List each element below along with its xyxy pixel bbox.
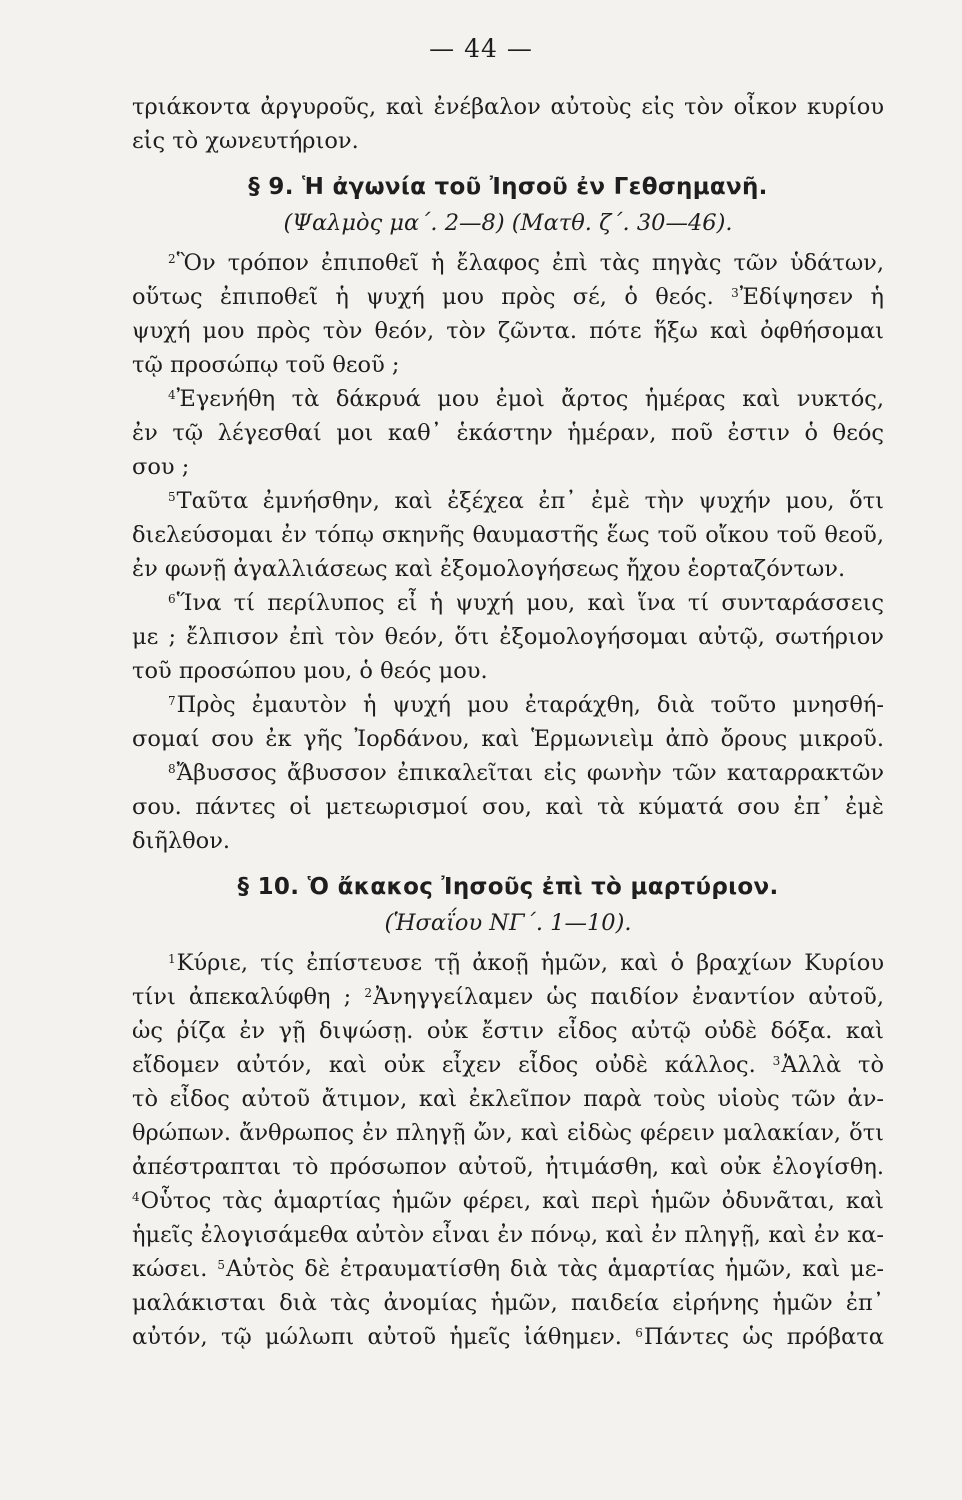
text-line: με ; ἔλπισον ἐπὶ τὸν θεόν, ὅτι ἐξομολογήσομαι αὐτῷ, σωτήριον	[132, 624, 884, 650]
text-line: $^1$Κύριε, τίς ἐπίστευσε τῇ ἀκοῇ ἡμῶν, καὶ ὁ βραχίων Κυρίου	[168, 950, 884, 976]
verse-number: 7	[168, 694, 176, 708]
text-line: αὐτόν, τῷ μώλωπι αὐτοῦ ἡμεῖς ἰάθημεν. $^6$Πάντες ὡς πρόβατα	[132, 1324, 884, 1350]
text-line: $^8$Ἄβυσσος ἄβυσσον ἐπικαλεῖται εἰς φωνὴν τῶν καταρρακτῶν	[168, 760, 884, 786]
text-line: $^4$Οὗτος τὰς ἁμαρτίας ἡμῶν φέρει, καὶ περὶ ἡμῶν ὀδυνᾶται, καὶ	[132, 1188, 884, 1214]
verse-number: 2	[364, 986, 373, 1000]
section-10-reference: (Ἡσαΐου ΝΓ΄. 1—10).	[384, 910, 632, 936]
text-line: μαλάκισται διὰ τὰς ἀνομίας ἡμῶν, παιδεία εἰρήνης ἡμῶν ἐπ᾿	[132, 1290, 884, 1316]
text-line: εἰς τὸ χωνευτήριον.	[132, 128, 359, 154]
text-line: $^7$Πρὸς ἐμαυτὸν ἡ ψυχή μου ἐταράχθη, διὰ τοῦτο μνησθή-	[168, 692, 884, 718]
text-line: ἐν τῷ λέγεσθαί μοι καθ᾿ ἑκάστην ἡμέραν, ποῦ ἐστιν ὁ θεός	[132, 420, 884, 446]
verse-number: 6	[635, 1326, 643, 1340]
verse-number: 4	[168, 388, 176, 402]
verse-number: 1	[168, 952, 176, 966]
text-line: τίνι ἀπεκαλύφθη ; $^2$Ἀνηγγείλαμεν ὡς παιδίον ἐναντίον αὐτοῦ,	[132, 984, 884, 1010]
text-line: σου. πάντες οἱ μετεωρισμοί σου, καὶ τὰ κύματά σου ἐπ᾿ ἐμὲ	[132, 794, 884, 820]
section-10-heading: § 10. Ὁ ἄκακος Ἰησοῦς ἐπὶ τὸ μαρτύριον.	[237, 874, 779, 900]
text-line: οὕτως ἐπιποθεῖ ἡ ψυχή μου πρὸς σέ, ὁ θεός. $^3$Ἐδίψησεν ἡ	[132, 284, 884, 310]
body-text	[132, 90, 884, 1354]
section-9-heading: § 9. Ἡ ἀγωνία τοῦ Ἰησοῦ ἐν Γεθσημανῆ.	[248, 174, 768, 200]
text-line: εἴδομεν αὐτόν, καὶ οὐκ εἶχεν εἶδος οὐδὲ κάλλος. $^3$Ἀλλὰ τὸ	[132, 1052, 884, 1078]
text-line: τῷ προσώπῳ τοῦ θεοῦ ;	[132, 352, 400, 378]
text-line: ἐν φωνῇ ἀγαλλιάσεως καὶ ἐξομολογήσεως ἤχου ἑορταζόντων.	[132, 556, 846, 582]
text-line: $^5$Ταῦτα ἐμνήσθην, καὶ ἐξέχεα ἐπ᾿ ἐμὲ τὴν ψυχήν μου, ὅτι	[168, 488, 884, 514]
text-line: κώσει. $^5$Αὐτὸς δὲ ἐτραυματίσθη διὰ τὰς ἁμαρτίας ἡμῶν, καὶ με-	[132, 1256, 884, 1282]
text-line: $^2$Ὃν τρόπον ἐπιποθεῖ ἡ ἔλαφος ἐπὶ τὰς πηγὰς τῶν ὑδάτων,	[168, 250, 884, 276]
verse-number: 4	[132, 1190, 140, 1204]
verse-number: 2	[168, 252, 176, 266]
text-line: τὸ εἶδος αὐτοῦ ἄτιμον, καὶ ἐκλεῖπον παρὰ τοὺς υἱοὺς τῶν ἀν-	[132, 1086, 884, 1112]
text-line: διῆλθον.	[132, 828, 231, 854]
text-line: $^4$Ἐγενήθη τὰ δάκρυά μου ἐμοὶ ἄρτος ἡμέρας καὶ νυκτός,	[168, 386, 884, 412]
text-line: θρώπων. ἄνθρωπος ἐν πληγῇ ὤν, καὶ εἰδὼς φέρειν μαλακίαν, ὅτι	[132, 1120, 884, 1146]
verse-number: 3	[772, 1054, 781, 1068]
text-line: $^6$Ἵνα τί περίλυπος εἶ ἡ ψυχή μου, καὶ ἵνα τί συνταράσσεις	[168, 590, 884, 616]
text-line: τοῦ προσώπου μου, ὁ θεός μου.	[132, 658, 488, 684]
text-line: διελεύσομαι ἐν τόπῳ σκηνῆς θαυμαστῆς ἕως τοῦ οἴκου τοῦ θεοῦ,	[132, 522, 884, 548]
verse-number: 3	[731, 286, 739, 300]
verse-number: 5	[168, 490, 176, 504]
text-line: ἡμεῖς ἐλογισάμεθα αὐτὸν εἶναι ἐν πόνῳ, καὶ ἐν πληγῇ, καὶ ἐν κα-	[132, 1222, 884, 1248]
text-line: σομαί σου ἐκ γῆς Ἰορδάνου, καὶ Ἑρμωνιεὶμ ἀπὸ ὄρους μικροῦ.	[132, 726, 884, 752]
verse-number: 6	[168, 592, 176, 606]
text-line: σου ;	[132, 454, 190, 480]
text-line: ψυχή μου πρὸς τὸν θεόν, τὸν ζῶντα. πότε ἥξω καὶ ὀφθήσομαι	[132, 318, 884, 344]
text-line: ἀπέστραπται τὸ πρόσωπον αὐτοῦ, ἠτιμάσθη, καὶ οὐκ ἐλογίσθη.	[132, 1154, 884, 1180]
verse-number: 5	[217, 1258, 225, 1272]
section-9-reference: (Ψαλμὸς μα΄. 2—8) (Ματθ. ζ΄. 30—46).	[283, 210, 733, 236]
text-line: ὡς ῥίζα ἐν γῇ διψώσῃ. οὐκ ἔστιν εἶδος αὐτῷ οὐδὲ δόξα. καὶ	[132, 1018, 884, 1044]
verse-number: 8	[168, 762, 176, 776]
text-line: τριάκοντα ἀργυροῦς, καὶ ἐνέβαλον αὐτοὺς εἰς τὸν οἶκον κυρίου	[132, 94, 884, 120]
page-number: — 44 —	[429, 34, 533, 63]
